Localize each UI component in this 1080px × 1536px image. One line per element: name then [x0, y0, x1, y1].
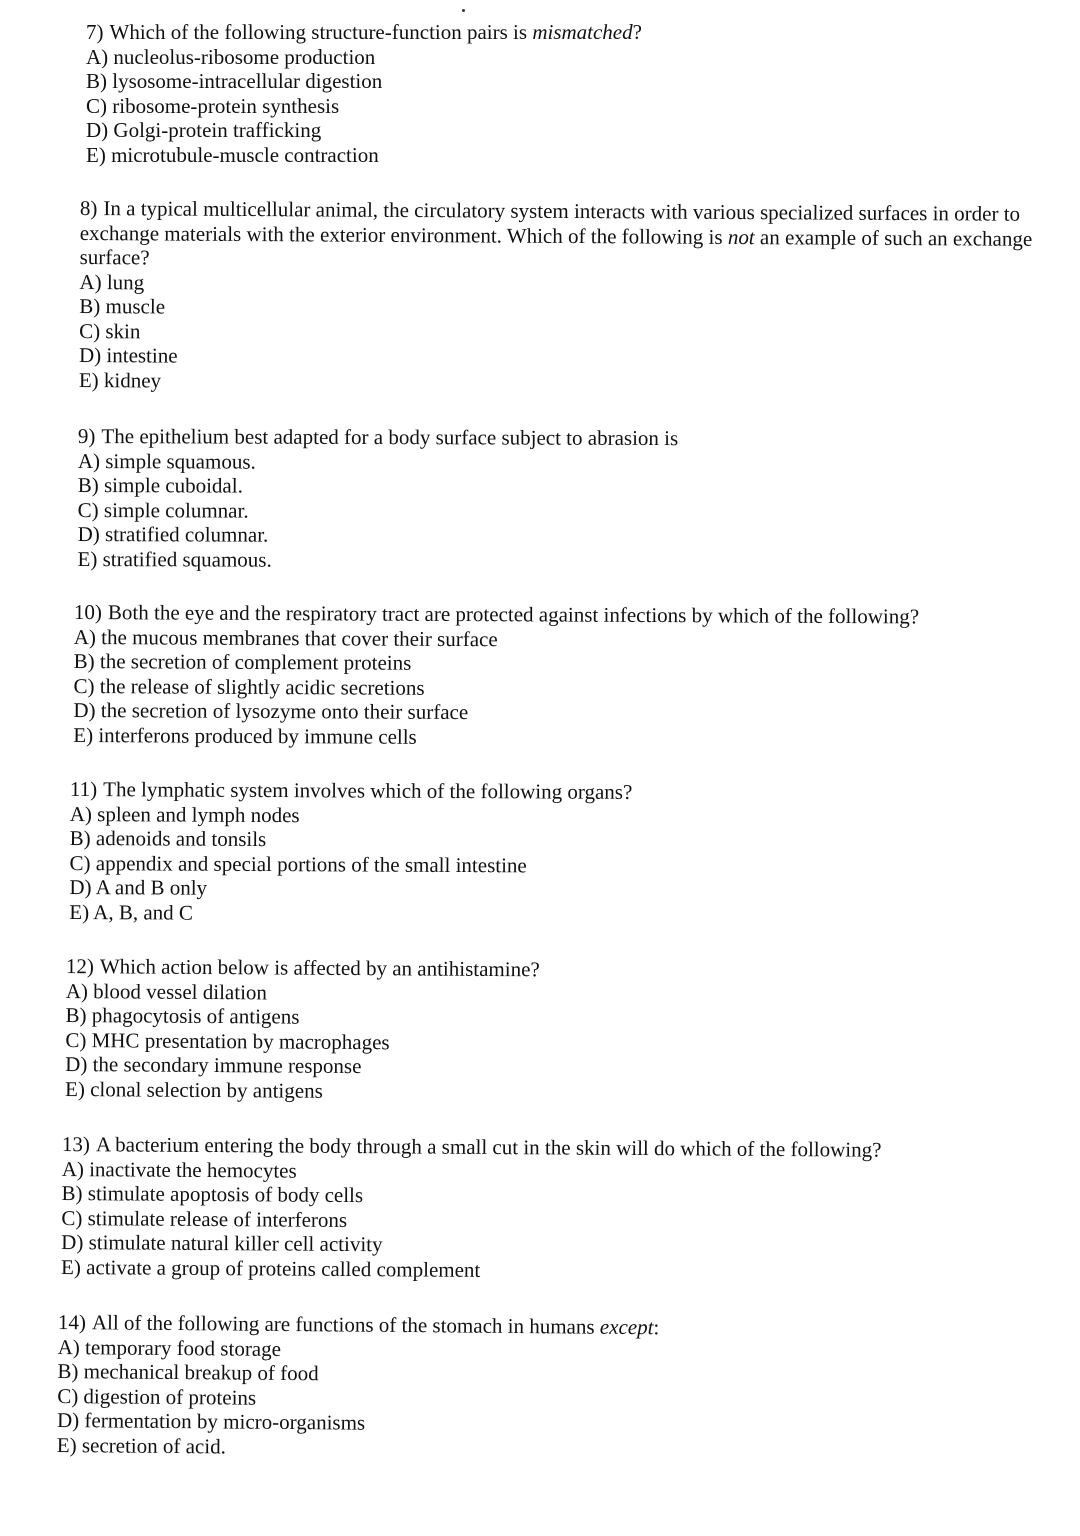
- question-11-stem: 11) The lymphatic system involves which of the following organs?: [69, 777, 633, 804]
- answer-options: [73, 624, 1034, 752]
- question-number: 9): [77, 424, 96, 449]
- question-13: [61, 1132, 1022, 1286]
- option-e: E) secretion of acid.: [56, 1432, 227, 1458]
- question-number: 12): [65, 954, 94, 979]
- option-b: B) mechanical breakup of food: [57, 1358, 319, 1386]
- option-b: B) phagocytosis of antigens: [65, 1002, 300, 1029]
- option-c: C) skin: [79, 318, 141, 343]
- answer-options: [79, 269, 1055, 397]
- scan-speck: [462, 9, 465, 12]
- option-c: C) simple columnar.: [77, 497, 249, 523]
- option-e: E) A, B, and C: [69, 899, 194, 925]
- question-7-stem: 7) Which of the following structure-function pairs is mismatched?: [86, 20, 642, 44]
- option-c: C) the release of slightly acidic secretions: [73, 673, 425, 700]
- option-d: D) A and B only: [69, 874, 208, 900]
- option-a: A) nucleolus-ribosome production: [86, 44, 376, 69]
- option-d: D) the secretion of lysozyme onto their surface: [73, 697, 469, 725]
- option-e: E) kidney: [78, 367, 162, 392]
- question-12-stem: 12) Which action below is affected by an antihistamine?: [65, 954, 540, 982]
- option-b: B) simple cuboidal.: [77, 472, 243, 498]
- option-e: E) microtubule-muscle contraction: [86, 142, 379, 167]
- question-8: [79, 196, 1055, 398]
- option-e: E) stratified squamous.: [77, 546, 272, 572]
- question-number: 8): [79, 196, 98, 221]
- option-d: D) intestine: [78, 342, 178, 368]
- answer-options: [65, 978, 1026, 1107]
- question-12: [65, 954, 1026, 1108]
- option-b: B) lysosome-intracellular digestion: [86, 69, 383, 93]
- option-d: D) Golgi-protein trafficking: [86, 118, 322, 142]
- option-e: E) activate a group of proteins called complement: [60, 1254, 481, 1282]
- option-d: D) fermentation by micro-organisms: [56, 1407, 366, 1435]
- option-e: E) interferons produced by immune cells: [73, 722, 417, 749]
- option-d: D) stratified columnar.: [77, 521, 269, 547]
- question-7: [86, 20, 1046, 167]
- option-b: B) adenoids and tonsils: [69, 825, 267, 852]
- answer-options: [61, 1156, 1022, 1285]
- answer-options: [69, 801, 1030, 929]
- option-b: B) muscle: [79, 293, 166, 319]
- option-a: A) spleen and lymph nodes: [69, 801, 300, 827]
- option-d: D) stimulate natural killer cell activity: [61, 1229, 383, 1257]
- option-c: C) appendix and special portions of the small intestine: [69, 850, 527, 877]
- option-a: A) blood vessel dilation: [65, 978, 268, 1004]
- option-b: B) the secretion of complement proteins: [73, 648, 412, 675]
- question-9: [77, 424, 1038, 574]
- option-d: D) the secondary immune response: [65, 1051, 362, 1079]
- question-8-stem: 8) In a typical multicellular animal, the circulatory system interacts with various specialized surfaces in order to exchange materials with the exterior environment. Which of the following is not an example of such an exchange surface?: [79, 196, 1033, 270]
- option-a: A) simple squamous.: [77, 448, 256, 474]
- question-number: 11): [69, 777, 98, 802]
- option-a: A) temporary food storage: [57, 1334, 282, 1361]
- option-c: C) stimulate release of interferons: [61, 1205, 348, 1232]
- option-c: C) digestion of proteins: [57, 1383, 257, 1410]
- question-number: 7): [86, 20, 104, 44]
- question-14-stem: 14) All of the following are functions of the stomach in humans except:: [57, 1310, 660, 1340]
- question-11: [69, 777, 1030, 929]
- answer-options: [86, 45, 1046, 168]
- answer-options: [57, 1334, 1018, 1465]
- option-a: A) lung: [79, 269, 145, 294]
- question-13-stem: 13) A bacterium entering the body through a small cut in the skin will do which of the following?: [61, 1132, 882, 1162]
- question-10-stem: 10) Both the eye and the respiratory tract are protected against infections by which of the following?: [73, 600, 920, 629]
- option-a: A) the mucous membranes that cover their surface: [73, 624, 498, 651]
- question-9-stem: 9) The epithelium best adapted for a body surface subject to abrasion is: [77, 424, 679, 451]
- option-c: C) MHC presentation by macrophages: [65, 1027, 390, 1054]
- question-number: 10): [73, 600, 102, 625]
- question-14: [57, 1310, 1018, 1465]
- option-b: B) stimulate apoptosis of body cells: [61, 1180, 364, 1208]
- question-10: [73, 600, 1034, 752]
- answer-options: [77, 448, 1037, 574]
- option-a: A) inactivate the hemocytes: [61, 1156, 297, 1183]
- option-c: C) ribosome-protein synthesis: [86, 93, 340, 118]
- question-number: 13): [61, 1132, 90, 1157]
- question-number: 14): [57, 1310, 86, 1335]
- option-e: E) clonal selection by antigens: [64, 1076, 323, 1103]
